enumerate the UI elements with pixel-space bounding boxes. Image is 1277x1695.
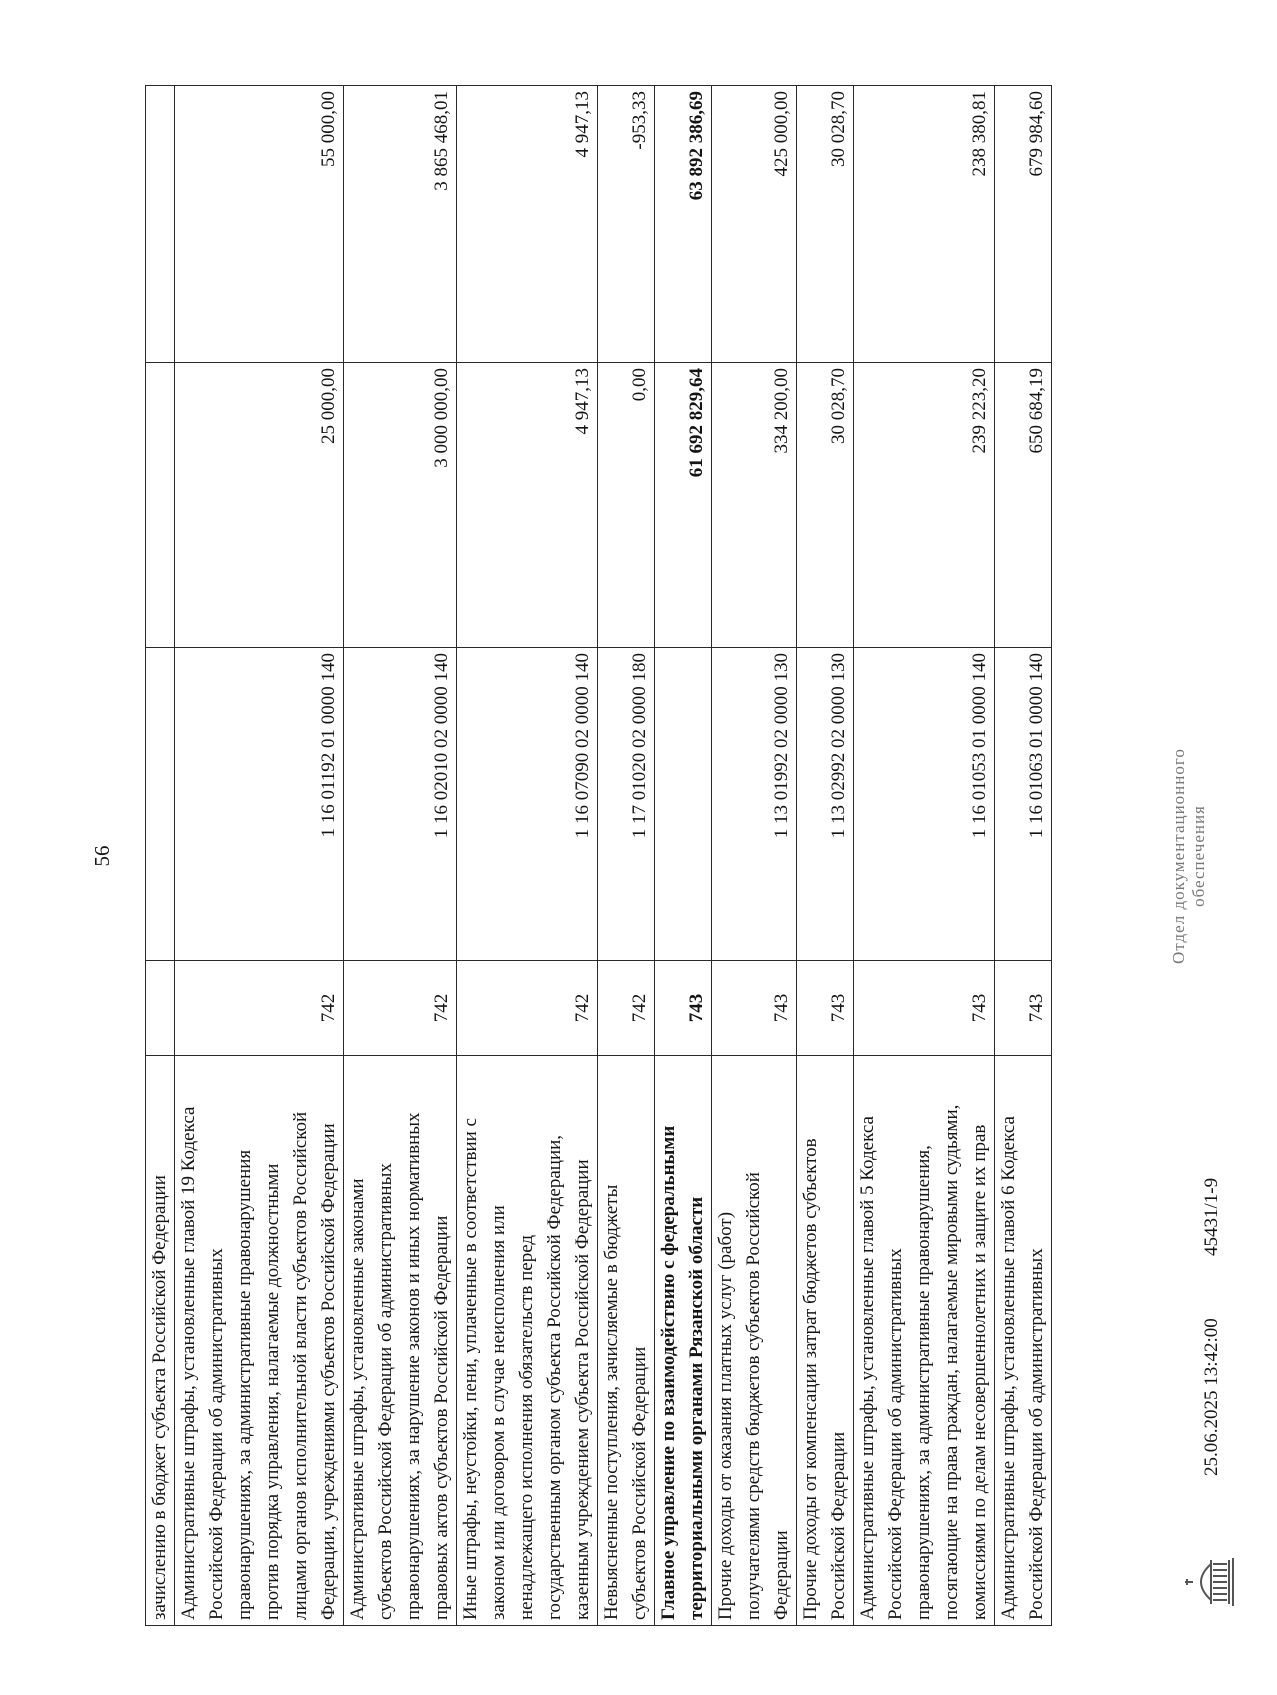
table-row bbox=[457, 86, 598, 1626]
document-number: 45431/1-9 bbox=[1201, 1177, 1222, 1256]
actual-amount bbox=[146, 86, 175, 363]
row-description bbox=[712, 1056, 797, 1626]
description-line: Административные штрафы, установленные главой 6 Кодекса bbox=[998, 1116, 1019, 1620]
description-line: территориальными органами Рязанской области bbox=[686, 1196, 707, 1620]
description-line: Российской Федерации об административных bbox=[885, 1248, 906, 1620]
page-footer bbox=[1157, 86, 1277, 1626]
row-description bbox=[344, 1056, 457, 1626]
description-line: законом или договором в случае неисполнения или bbox=[488, 1205, 509, 1620]
description-line: правонарушениях, за административные правонарушения, bbox=[913, 1145, 934, 1620]
description-line: зачислению в бюджет субъекта Российской Федерации bbox=[149, 1175, 170, 1620]
description-line: субъектов Российской Федерации bbox=[629, 1346, 650, 1620]
budget-code: 1 16 02010 02 0000 140 bbox=[344, 648, 457, 961]
budget-code: 1 16 01063 01 0000 140 bbox=[995, 648, 1052, 961]
stamp-line: обеспечения bbox=[1189, 805, 1208, 907]
revenue-table bbox=[145, 85, 1052, 1626]
description-line: против порядка управления, налагаемые должностными bbox=[262, 1163, 283, 1620]
description-line: субъектов Российской Федерации об административных bbox=[375, 1163, 396, 1620]
description-line: правонарушениях, за нарушение законов и иных нормативных bbox=[403, 1112, 424, 1620]
planned-amount: 61 692 829,64 bbox=[655, 363, 712, 648]
description-line: государственным органом субъекта Российской Федерации, bbox=[544, 1134, 565, 1620]
row-description bbox=[598, 1056, 655, 1626]
table-row bbox=[175, 86, 344, 1626]
description-line: посягающие на права граждан, налагаемые мировыми судьями, bbox=[941, 1104, 962, 1620]
description-line: получателями средств бюджетов субъектов Российской bbox=[743, 1172, 764, 1620]
budget-code: 1 16 01053 01 0000 140 bbox=[854, 648, 995, 961]
budget-code: 1 16 01192 01 0000 140 bbox=[175, 648, 344, 961]
page-number: 56 bbox=[90, 845, 114, 867]
description-line: лицами органов исполнительной власти субъектов Российской bbox=[290, 1111, 311, 1620]
description-line: Прочие доходы от оказания платных услуг (работ) bbox=[715, 1211, 736, 1620]
actual-amount: -953,33 bbox=[598, 86, 655, 363]
table-row bbox=[655, 86, 712, 1626]
budget-code bbox=[146, 648, 175, 961]
description-line: Российской Федерации об административных bbox=[1026, 1248, 1047, 1620]
table-row bbox=[995, 86, 1052, 1626]
planned-amount bbox=[146, 363, 175, 648]
planned-amount: 650 684,19 bbox=[995, 363, 1052, 648]
row-description bbox=[457, 1056, 598, 1626]
stamp-line: Отдел документационного bbox=[1169, 748, 1188, 964]
actual-amount: 425 000,00 bbox=[712, 86, 797, 363]
planned-amount: 3 000 000,00 bbox=[344, 363, 457, 648]
planned-amount: 0,00 bbox=[598, 363, 655, 648]
description-line: Главное управление по взаимодействию с федеральными bbox=[658, 1125, 679, 1620]
actual-amount: 679 984,60 bbox=[995, 86, 1052, 363]
planned-amount: 25 000,00 bbox=[175, 363, 344, 648]
actual-amount: 30 028,70 bbox=[797, 86, 854, 363]
admin-code: 742 bbox=[344, 961, 457, 1056]
description-line: ненадлежащего исполнения обязательств перед bbox=[516, 1234, 537, 1620]
table-row bbox=[797, 86, 854, 1626]
admin-code: 742 bbox=[598, 961, 655, 1056]
parliament-building-icon bbox=[1177, 1550, 1241, 1614]
description-line: правовых актов субъектов Российской Федерации bbox=[431, 1215, 452, 1620]
description-line: Административные штрафы, установленные главой 5 Кодекса bbox=[857, 1116, 878, 1620]
row-description bbox=[655, 1056, 712, 1626]
row-description bbox=[175, 1056, 344, 1626]
rotated-page bbox=[90, 86, 1222, 1626]
description-line: Российской Федерации об административных bbox=[206, 1248, 227, 1620]
table-row bbox=[712, 86, 797, 1626]
description-line: комиссиями по делам несовершеннолетних и защите их прав bbox=[969, 1124, 990, 1620]
description-line: Иные штрафы, неустойки, пени, уплаченные в соответствии с bbox=[460, 1118, 481, 1620]
actual-amount: 63 892 386,69 bbox=[655, 86, 712, 363]
description-line: Невыясненные поступления, зачисляемые в бюджеты bbox=[601, 1184, 622, 1620]
description-line: Российской Федерации bbox=[828, 1431, 849, 1620]
planned-amount: 30 028,70 bbox=[797, 363, 854, 648]
revenue-table-body bbox=[146, 86, 1052, 1626]
budget-code: 1 13 02992 02 0000 130 bbox=[797, 648, 854, 961]
description-line: правонарушениях, за административные правонарушения bbox=[234, 1149, 255, 1620]
actual-amount: 238 380,81 bbox=[854, 86, 995, 363]
row-description bbox=[995, 1056, 1052, 1626]
description-line: Прочие доходы от компенсации затрат бюджетов субъектов bbox=[800, 1138, 821, 1620]
description-line: Административные штрафы, установленные главой 19 Кодекса bbox=[178, 1106, 199, 1620]
actual-amount: 4 947,13 bbox=[457, 86, 598, 363]
budget-code: 1 16 07090 02 0000 140 bbox=[457, 648, 598, 961]
admin-code bbox=[146, 961, 175, 1056]
admin-code: 742 bbox=[457, 961, 598, 1056]
budget-code: 1 13 01992 02 0000 130 bbox=[712, 648, 797, 961]
row-description bbox=[797, 1056, 854, 1626]
description-line: казенным учреждением субъекта Российской Федерации bbox=[572, 1159, 593, 1620]
table-row bbox=[598, 86, 655, 1626]
budget-code: 1 17 01020 02 0000 180 bbox=[598, 648, 655, 961]
table-row bbox=[344, 86, 457, 1626]
actual-amount: 55 000,00 bbox=[175, 86, 344, 363]
admin-code: 743 bbox=[995, 961, 1052, 1056]
actual-amount: 3 865 468,01 bbox=[344, 86, 457, 363]
department-stamp bbox=[1169, 726, 1209, 986]
admin-code: 742 bbox=[175, 961, 344, 1056]
table-row bbox=[854, 86, 995, 1626]
description-line: Федерации bbox=[771, 1530, 792, 1620]
description-line: Федерации, учреждениями субъектов Российской Федерации bbox=[318, 1123, 339, 1620]
table-row bbox=[146, 86, 175, 1626]
planned-amount: 334 200,00 bbox=[712, 363, 797, 648]
row-description bbox=[854, 1056, 995, 1626]
admin-code: 743 bbox=[655, 961, 712, 1056]
admin-code: 743 bbox=[854, 961, 995, 1056]
budget-code bbox=[655, 648, 712, 961]
planned-amount: 4 947,13 bbox=[457, 363, 598, 648]
admin-code: 743 bbox=[712, 961, 797, 1056]
admin-code: 743 bbox=[797, 961, 854, 1056]
print-timestamp: 25.06.2025 13:42:00 bbox=[1201, 1318, 1222, 1476]
description-line: Административные штрафы, установленные законами bbox=[347, 1178, 368, 1620]
planned-amount: 239 223,20 bbox=[854, 363, 995, 648]
row-description bbox=[146, 1056, 175, 1626]
